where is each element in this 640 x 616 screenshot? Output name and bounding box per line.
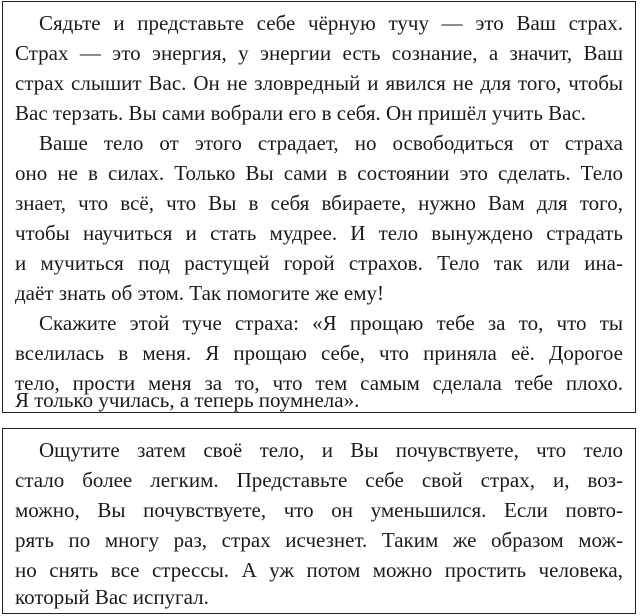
text-line: Сядьте и представьте себе чёрную тучу — это Ваш страх. xyxy=(39,11,623,35)
text-line: чтобы научиться и стать мудрее. И тело вынуждено страдать xyxy=(15,221,623,245)
text-line: даёт знать об этом. Так помогите же ему! xyxy=(15,281,385,305)
text-line: Страх — это энергия, у энергии есть сознание, а значит, Ваш xyxy=(15,41,623,65)
text-line: знает, что всё, что Вы в себя вбираете, нужно Вам для того, xyxy=(15,191,623,215)
text-box-upper xyxy=(2,1,636,413)
text-line: оно не в силах. Только Вы сами в состоянии это сделать. Тело xyxy=(15,161,623,185)
text-line: Скажите этой туче страха: «Я прощаю тебе за то, что ты xyxy=(39,311,623,335)
text-line: Я только училась, а теперь поумнела». xyxy=(15,388,360,412)
text-line: Ощутите затем своё тело, и Вы почувствуете, что тело xyxy=(39,438,623,462)
text-line: тело, прости меня за то, что тем самым сделала тебе плохо. xyxy=(15,371,623,395)
text-line: но снять все стрессы. А уж потом можно простить человека, xyxy=(15,558,623,582)
text-line: можно, Вы почувствуете, что он уменьшился. Если повто- xyxy=(15,498,623,522)
text-line: вселилась в меня. Я прощаю себе, что приняла её. Дорогое xyxy=(15,341,623,365)
text-line: стало более легким. Представьте себе свой страх, и, воз- xyxy=(15,468,623,492)
text-line: Вас терзать. Вы сами вобрали его в себя. Он пришёл учить Вас. xyxy=(15,101,587,125)
text-line: Ваше тело от этого страдает, но освободиться от страха xyxy=(39,131,623,155)
text-line: рять по многу раз, страх исчезнет. Таким же образом мож- xyxy=(15,528,623,552)
text-line: страх слышит Вас. Он не зловредный и явился не для того, чтобы xyxy=(15,71,623,95)
text-box-lower xyxy=(2,428,636,614)
text-line: и мучиться под растущей горой страхов. Тело так или ина- xyxy=(15,251,623,275)
text-line: который Вас испугал. xyxy=(15,585,209,609)
